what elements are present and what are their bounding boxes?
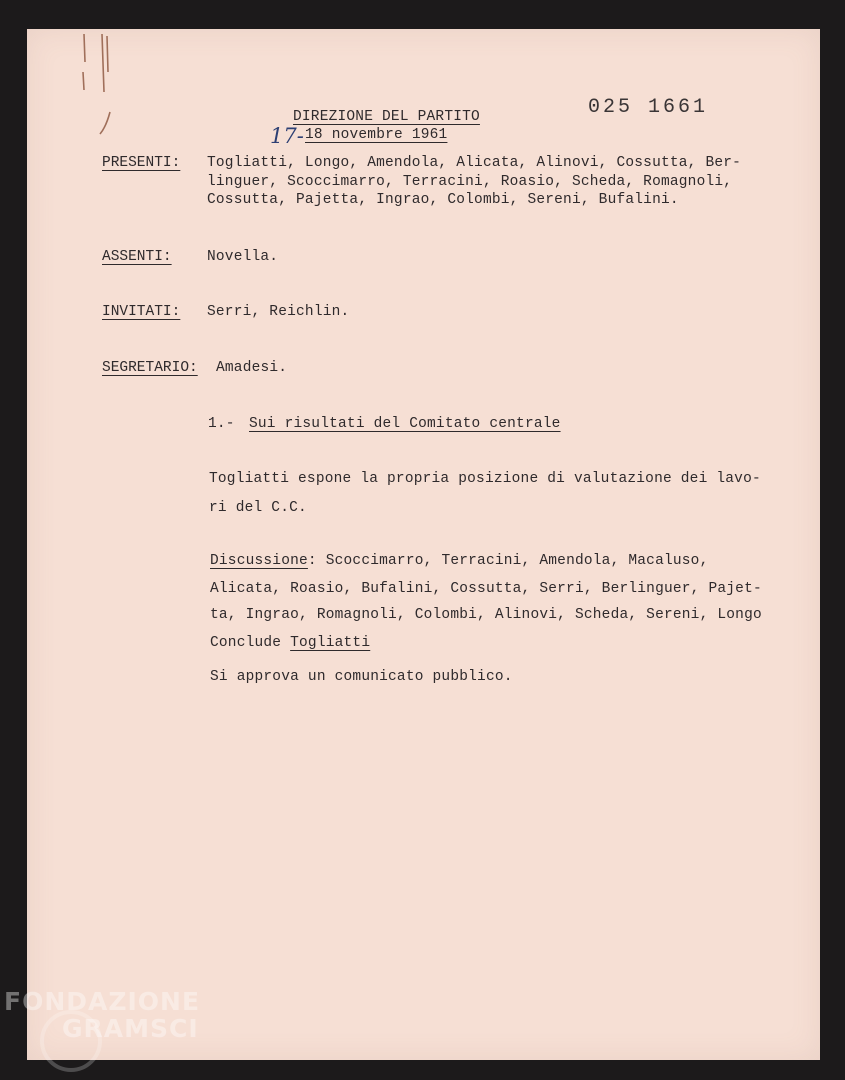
- handwritten-date-correction: 17-: [270, 124, 304, 148]
- fondazione-gramsci-watermark: [4, 988, 200, 1042]
- approval-line: Si approva un comunicato pubblico.: [210, 669, 513, 685]
- discussion-line: Alicata, Roasio, Bufalini, Cossutta, Serri, Berlinguer, Pajet-: [210, 581, 762, 597]
- discussion-names: : Scoccimarro, Terracini, Amendola, Macaluso,: [307, 553, 709, 569]
- assenti-value: Novella.: [207, 249, 279, 265]
- invitati-value: Serri, Reichlin.: [207, 304, 350, 320]
- presenti-line: Cossutta, Pajetta, Ingrao, Colombi, Sereni, Bufalini.: [207, 192, 679, 208]
- meeting-date: 18 novembre 1961: [305, 127, 448, 143]
- presenti-line: linguer, Scoccimarro, Terracini, Roasio, Scheda, Romagnoli,: [207, 174, 733, 190]
- intro-line: ri del C.C.: [209, 500, 307, 516]
- discussion-line: ta, Ingrao, Romagnoli, Colombi, Alinovi, Scheda, Sereni, Longo: [210, 607, 762, 623]
- assenti-label: ASSENTI:: [102, 249, 172, 265]
- document-number: 025 1661: [588, 96, 709, 119]
- conclude-name: Togliatti: [290, 635, 371, 651]
- intro-line: Togliatti espone la propria posizione di valutazione dei lavo-: [209, 471, 761, 487]
- presenti-label: PRESENTI:: [102, 155, 181, 171]
- segretario-value: Amadesi.: [216, 360, 288, 376]
- watermark-line2: GRAMSCI: [62, 1014, 199, 1043]
- segretario-label: SEGRETARIO:: [102, 360, 198, 376]
- watermark-line1: FONDAZIONE: [4, 987, 201, 1016]
- pencil-marks: [74, 32, 134, 142]
- invitati-label: INVITATI:: [102, 304, 181, 320]
- watermark-emblem: [40, 1010, 102, 1072]
- presenti-line: Togliatti, Longo, Amendola, Alicata, Alinovi, Cossutta, Ber-: [207, 155, 742, 171]
- discussion-label: Discussione: [210, 553, 308, 569]
- conclude-prefix: Conclude: [210, 635, 291, 651]
- conclude-line: [210, 634, 370, 652]
- agenda-item-title: Sui risultati del Comitato centrale: [249, 416, 561, 432]
- discussion-line: [210, 552, 709, 570]
- agenda-item-number: 1.-: [208, 416, 235, 432]
- document-title: DIREZIONE DEL PARTITO: [293, 109, 480, 125]
